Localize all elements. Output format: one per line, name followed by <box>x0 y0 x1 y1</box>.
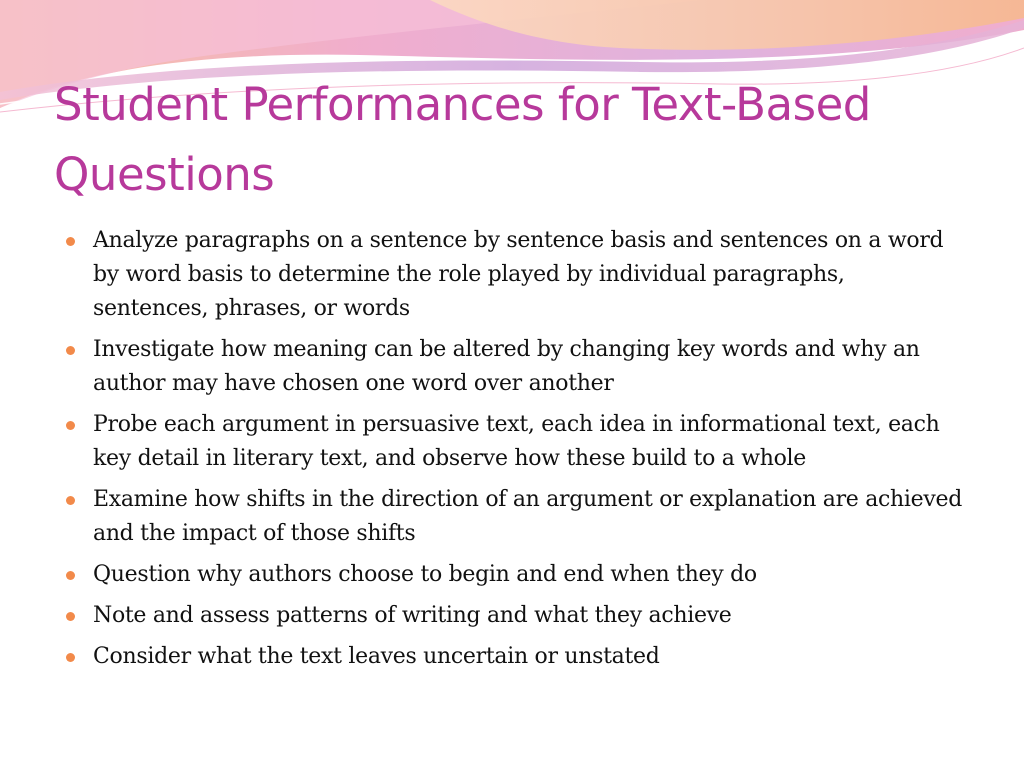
bullet-text: Investigate how meaning can be altered by changing key words and why an author may have chosen one word over another <box>93 337 920 396</box>
bullet-dot-icon <box>66 421 75 430</box>
bullet-item <box>66 224 966 326</box>
bullet-item <box>66 333 966 401</box>
bullet-item <box>66 408 966 476</box>
bullet-item <box>66 599 966 633</box>
bullet-text: Examine how shifts in the direction of an argument or explanation are achieved and the impact of those shifts <box>93 487 962 546</box>
bullet-text: Consider what the text leaves uncertain or unstated <box>93 644 660 669</box>
bullet-text: Note and assess patterns of writing and what they achieve <box>93 603 732 628</box>
bullet-dot-icon <box>66 496 75 505</box>
slide-title: Student Performances for Text-Based Questions <box>54 78 871 201</box>
bullet-text: Analyze paragraphs on a sentence by sentence basis and sentences on a word by word basis to determine the role played by individual paragraphs, sentences, phrases, or words <box>93 228 944 321</box>
bullet-item <box>66 558 966 592</box>
bullet-item <box>66 483 966 551</box>
bullet-dot-icon <box>66 346 75 355</box>
bullet-dot-icon <box>66 237 75 246</box>
bullet-dot-icon <box>66 612 75 621</box>
bullet-list <box>66 224 966 681</box>
bullet-dot-icon <box>66 571 75 580</box>
bullet-item <box>66 640 966 674</box>
bullet-dot-icon <box>66 653 75 662</box>
bullet-text: Question why authors choose to begin and end when they do <box>93 562 757 587</box>
bullet-text: Probe each argument in persuasive text, each idea in informational text, each key detail in literary text, and observe how these build to a whole <box>93 412 940 471</box>
